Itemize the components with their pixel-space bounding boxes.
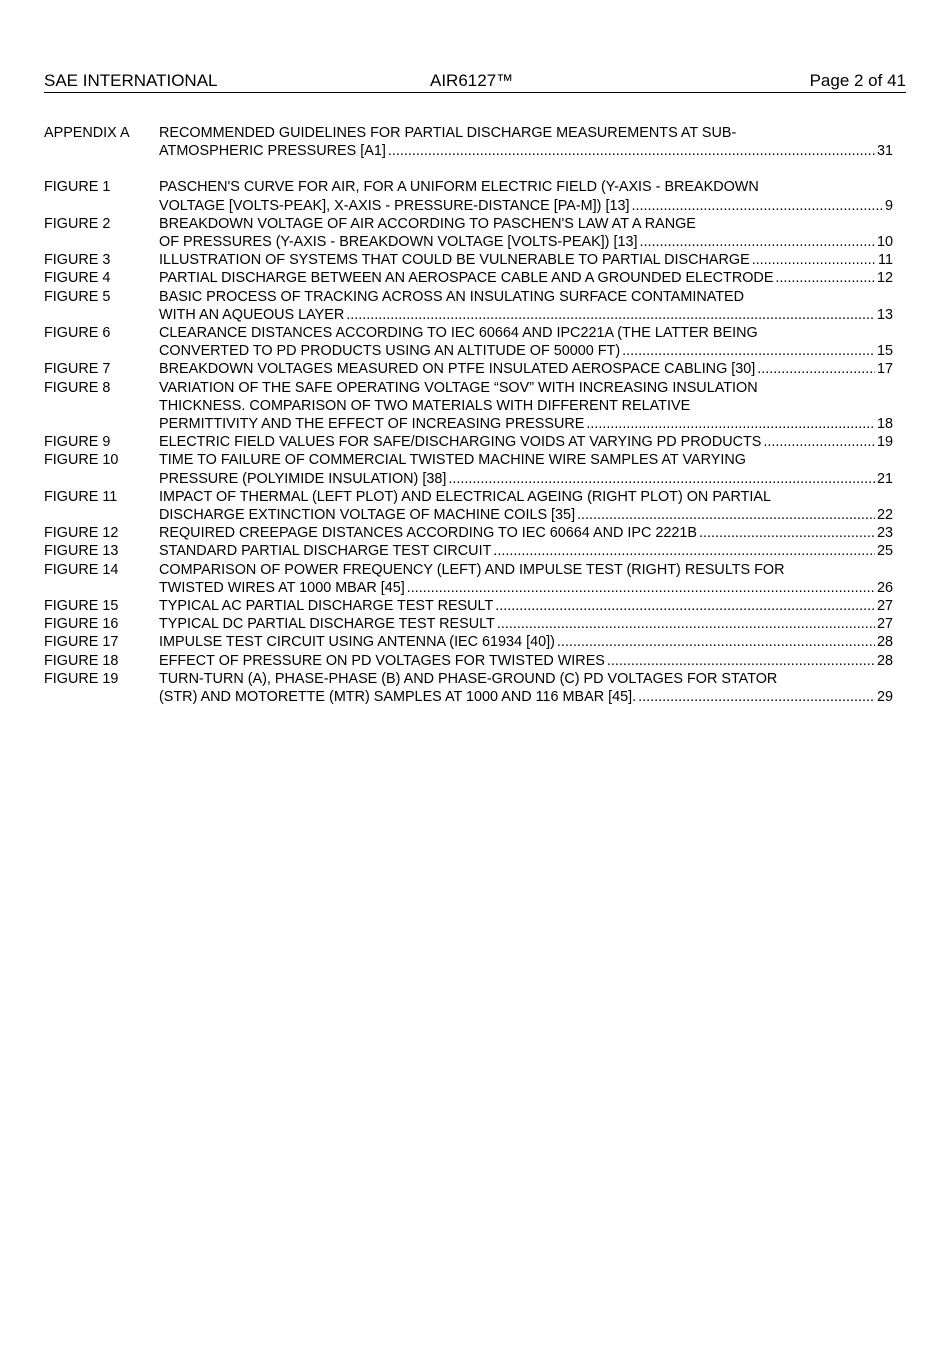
toc-entry-label: APPENDIX A (44, 125, 130, 141)
toc-entry-page-number: 17 (876, 361, 893, 378)
toc-entry-title (159, 178, 893, 214)
toc-entry-last-line (159, 233, 893, 251)
toc-entry-label: FIGURE 3 (44, 252, 111, 269)
dot-leader (639, 233, 875, 251)
toc-entry (44, 379, 893, 434)
toc-entry (44, 488, 893, 524)
toc-entry-title-line: TIME TO FAILURE OF COMMERCIAL TWISTED MACHINE WIRE SAMPLES AT VARYING (159, 452, 746, 469)
toc-entry-label: FIGURE 4 (44, 270, 111, 287)
toc-entry-label: FIGURE 16 (44, 616, 119, 633)
toc-entry (44, 215, 893, 251)
toc-entry-title-line: VOLTAGE [VOLTS-PEAK], X-AXIS - PRESSURE-DISTANCE [PA-M]) [13] (159, 197, 630, 214)
toc-entry-title (159, 379, 893, 434)
toc-entry (44, 324, 893, 360)
toc-entry-last-line (159, 652, 893, 670)
toc-entry-page-number: 27 (876, 616, 893, 633)
toc-entry-label: FIGURE 6 (44, 325, 111, 342)
toc-entry-last-line (159, 597, 893, 615)
toc-entry-title-line: CONVERTED TO PD PRODUCTS USING AN ALTITUDE OF 50000 FT) (159, 343, 621, 360)
toc-entry-label: FIGURE 18 (44, 652, 119, 669)
toc-entry-title-line: WITH AN AQUEOUS LAYER (159, 306, 345, 323)
toc-entry-page-number: 29 (876, 689, 893, 706)
toc-entry-title-line: BREAKDOWN VOLTAGE OF AIR ACCORDING TO PASCHEN'S LAW AT A RANGE (159, 215, 696, 232)
dot-leader (638, 688, 875, 706)
dot-leader (631, 197, 883, 215)
toc-entry-page-number: 12 (876, 270, 893, 287)
toc-entry-title-line: TYPICAL AC PARTIAL DISCHARGE TEST RESULT (159, 598, 494, 615)
toc-entry-page-number: 10 (876, 234, 893, 251)
toc-entry (44, 269, 893, 287)
toc-entry-last-line (159, 688, 893, 706)
toc-entry-page-number: 25 (876, 543, 893, 560)
toc-entry-title-line: TWISTED WIRES AT 1000 MBAR [45] (159, 579, 405, 596)
toc-entry-last-line (159, 433, 893, 451)
toc-entry-title-line: REQUIRED CREEPAGE DISTANCES ACCORDING TO IEC 60664 AND IPC 2221B (159, 525, 697, 542)
toc-entry-page-number: 23 (876, 525, 893, 542)
toc-entry-last-line (159, 415, 893, 433)
toc-entry-page-number: 9 (884, 197, 893, 214)
toc-entry-label: FIGURE 17 (44, 634, 119, 651)
toc-entry-title (159, 124, 893, 160)
toc-entry-title-line: ELECTRIC FIELD VALUES FOR SAFE/DISCHARGING VOIDS AT VARYING PD PRODUCTS (159, 434, 762, 451)
toc-entry-last-line (159, 197, 893, 215)
toc-entry-last-line (159, 360, 893, 378)
page-header (44, 70, 906, 93)
dot-leader (586, 415, 875, 433)
toc-entry (44, 288, 893, 324)
toc-entry (44, 178, 893, 214)
toc-entry-title-line: DISCHARGE EXTINCTION VOLTAGE OF MACHINE COILS [35] (159, 507, 576, 524)
toc-entry-title-line: THICKNESS. COMPARISON OF TWO MATERIALS WITH DIFFERENT RELATIVE (159, 397, 691, 414)
toc-entry-label: FIGURE 1 (44, 179, 111, 196)
toc-entry-title (159, 615, 893, 633)
toc-entry-label: FIGURE 19 (44, 670, 119, 687)
toc-entry-label: FIGURE 15 (44, 598, 119, 615)
dot-leader (752, 251, 876, 269)
toc-entry (44, 451, 893, 487)
dot-leader (699, 524, 875, 542)
toc-entry-label: FIGURE 12 (44, 525, 119, 542)
toc-entry (44, 670, 893, 706)
toc-entry-last-line (159, 579, 893, 597)
dot-leader (775, 269, 875, 287)
toc-entry-title-line: CLEARANCE DISTANCES ACCORDING TO IEC 60664 AND IPC221A (THE LATTER BEING (159, 325, 758, 342)
toc-entry-title (159, 597, 893, 615)
toc-entry-title-line: BASIC PROCESS OF TRACKING ACROSS AN INSULATING SURFACE CONTAMINATED (159, 288, 745, 305)
toc-entry (44, 542, 893, 560)
toc-entry (44, 524, 893, 542)
toc-entry-page-number: 15 (876, 343, 893, 360)
toc-entry-label: FIGURE 8 (44, 379, 111, 396)
toc-entry-title-line: BREAKDOWN VOLTAGES MEASURED ON PTFE INSULATED AEROSPACE CABLING [30] (159, 361, 756, 378)
toc-entry-page-number: 21 (876, 470, 893, 487)
toc-entry-title (159, 670, 893, 706)
toc-entry-title-line: ATMOSPHERIC PRESSURES [A1] (159, 143, 386, 160)
toc-entry-title-line: ILLUSTRATION OF SYSTEMS THAT COULD BE VULNERABLE TO PARTIAL DISCHARGE (159, 252, 750, 269)
toc-entry-title-line: PRESSURE (POLYIMIDE INSULATION) [38] (159, 470, 447, 487)
toc-entry-title (159, 524, 893, 542)
toc-entry (44, 360, 893, 378)
toc-entry-label: FIGURE 5 (44, 288, 111, 305)
dot-leader (607, 652, 875, 670)
toc-entry-label: FIGURE 7 (44, 361, 111, 378)
header-document-number: AIR6127™ (430, 71, 514, 90)
toc-entry (44, 633, 893, 651)
toc-entry-last-line (159, 470, 893, 488)
toc-entry-last-line (159, 251, 893, 269)
toc-entry-title (159, 433, 893, 451)
toc-entry-page-number: 27 (876, 598, 893, 615)
toc-entry-title-line: TURN-TURN (A), PHASE-PHASE (B) AND PHASE-GROUND (C) PD VOLTAGES FOR STATOR (159, 670, 778, 687)
toc-entry-last-line (159, 506, 893, 524)
toc-entry (44, 597, 893, 615)
toc-entry-page-number: 18 (876, 416, 893, 433)
toc-entry-title-line: COMPARISON OF POWER FREQUENCY (LEFT) AND IMPULSE TEST (RIGHT) RESULTS FOR (159, 561, 785, 578)
dot-leader (557, 633, 875, 651)
toc-entry-title (159, 451, 893, 487)
toc-entry-label: FIGURE 2 (44, 215, 111, 232)
toc-entry (44, 251, 893, 269)
toc-entry-title (159, 269, 893, 287)
toc-entry-last-line (159, 342, 893, 360)
toc-entry-title (159, 652, 893, 670)
toc-entry-title (159, 633, 893, 651)
toc-entry (44, 615, 893, 633)
table-of-contents (44, 124, 893, 706)
toc-entry-title (159, 488, 893, 524)
toc-entry-page-number: 19 (876, 434, 893, 451)
toc-entry-title (159, 360, 893, 378)
dot-leader (497, 615, 875, 633)
toc-entry-title-line: IMPACT OF THERMAL (LEFT PLOT) AND ELECTRICAL AGEING (RIGHT PLOT) ON PARTIAL (159, 488, 771, 505)
toc-entry (44, 433, 893, 451)
toc-entry-label: FIGURE 13 (44, 543, 119, 560)
toc-entry-title-line: PASCHEN'S CURVE FOR AIR, FOR A UNIFORM ELECTRIC FIELD (Y-AXIS - BREAKDOWN (159, 179, 759, 196)
toc-entry-title-line: STANDARD PARTIAL DISCHARGE TEST CIRCUIT (159, 543, 492, 560)
toc-entry-last-line (159, 142, 893, 160)
toc-entry-title (159, 288, 893, 324)
toc-entry-title (159, 324, 893, 360)
toc-entry-page-number: 11 (878, 252, 893, 269)
toc-entry-page-number: 28 (876, 652, 893, 669)
toc-entry-last-line (159, 524, 893, 542)
toc-entry-last-line (159, 269, 893, 287)
dot-leader (577, 506, 875, 524)
toc-entry-title (159, 561, 893, 597)
header-page-number: Page 2 of 41 (809, 71, 906, 90)
toc-entry-title (159, 251, 893, 269)
toc-entry-last-line (159, 633, 893, 651)
toc-entry (44, 561, 893, 597)
toc-entry-label: FIGURE 10 (44, 452, 119, 469)
toc-entry-title (159, 542, 893, 560)
toc-entry-page-number: 22 (876, 507, 893, 524)
toc-entry-title-line: PERMITTIVITY AND THE EFFECT OF INCREASING PRESSURE (159, 416, 585, 433)
toc-entry-title-line: (STR) AND MOTORETTE (MTR) SAMPLES AT 1000 AND 116 MBAR [45]. (159, 689, 637, 706)
dot-leader (495, 597, 875, 615)
toc-entry-page-number: 28 (876, 634, 893, 651)
toc-entry-label: FIGURE 9 (44, 434, 111, 451)
toc-entry (44, 652, 893, 670)
toc-entry-title-line: PARTIAL DISCHARGE BETWEEN AN AEROSPACE CABLE AND A GROUNDED ELECTRODE (159, 270, 774, 287)
toc-entry-page-number: 31 (876, 143, 893, 160)
toc-entry-page-number: 26 (876, 579, 893, 596)
toc-entry-title-line: OF PRESSURES (Y-AXIS - BREAKDOWN VOLTAGE [VOLTS-PEAK]) [13] (159, 234, 638, 251)
toc-entry-title-line: RECOMMENDED GUIDELINES FOR PARTIAL DISCHARGE MEASUREMENTS AT SUB- (159, 125, 737, 141)
toc-entry-title-line: TYPICAL DC PARTIAL DISCHARGE TEST RESULT (159, 616, 495, 633)
dot-leader (407, 579, 875, 597)
dot-leader (448, 470, 875, 488)
toc-entry-title-line: VARIATION OF THE SAFE OPERATING VOLTAGE “SOV” WITH INCREASING INSULATION (159, 379, 758, 396)
dot-leader (493, 542, 875, 560)
toc-entry-label: FIGURE 14 (44, 561, 119, 578)
toc-entry (44, 124, 893, 160)
toc-entry-title (159, 215, 893, 251)
toc-entry-label: FIGURE 11 (44, 488, 118, 505)
dot-leader (763, 433, 875, 451)
toc-entry-last-line (159, 542, 893, 560)
toc-entry-page-number: 13 (876, 306, 893, 323)
dot-leader (622, 342, 875, 360)
toc-entry-last-line (159, 615, 893, 633)
toc-entry-title-line: IMPULSE TEST CIRCUIT USING ANTENNA (IEC 61934 [40]) (159, 634, 555, 651)
toc-entry-last-line (159, 306, 893, 324)
dot-leader (757, 360, 875, 378)
dot-leader (346, 306, 875, 324)
dot-leader (388, 142, 875, 160)
header-organization: SAE INTERNATIONAL (44, 71, 218, 90)
toc-entry-title-line: EFFECT OF PRESSURE ON PD VOLTAGES FOR TWISTED WIRES (159, 652, 605, 669)
